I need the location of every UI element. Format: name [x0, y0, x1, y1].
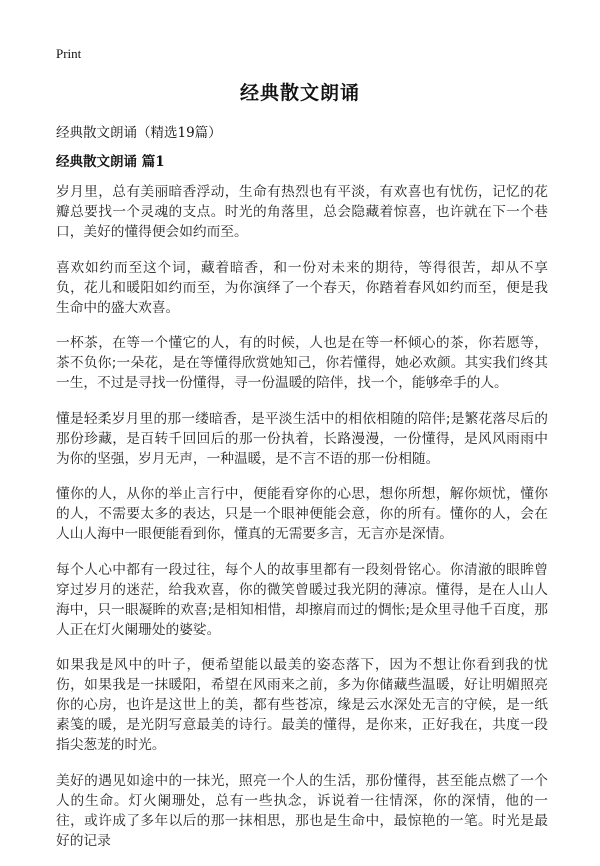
paragraph: 美好的遇见如途中的一抹光，照亮一个人的生活，那份懂得，甚至能点燃了一个人的生命。灯火阑珊处，总有一些执念，诉说着一往情深，你的深情，他的一往，或许成了多年以后的那一抹相思，那也是生命中，最惊艳的一笔。时光是最好的记录	[56, 772, 548, 849]
paragraph: 懂你的人，从你的举止言行中，便能看穿你的心思，想你所想，解你烦忧，懂你的人，不需要太多的表达，只是一个眼神便能会意，你的所有。懂你的人，会在人山人海中一眼便能看到你，懂真的无需要多言，无言亦是深情。	[56, 486, 548, 542]
paragraph: 喜欢如约而至这个词，藏着暗香，和一份对未来的期待，等得很苦，却从不享负，花儿和暖阳如约而至，为你演绎了一个春天，你踏着春风如约而至，便是我生命中的盛大欢喜。	[56, 259, 548, 316]
paragraph: 如果我是风中的叶子，便希望能以最美的姿态落下，因为不想让你看到我的忧伤，如果我是一抹暖阳，希望在风雨来之前，多为你储藏些温暖，好让明媚照亮你的心房，也许是这世上的美，都有些苍凉，缘是云水深处无言的守候，是一纸素笺的暖，是光阴写意最美的诗行。最美的懂得，是你来，正好我在，共度一段指尖葱茏的时光。	[56, 657, 548, 753]
print-link[interactable]: Print	[56, 46, 82, 61]
document-subtitle: 经典散文朗诵（精选19篇）	[56, 125, 222, 141]
paragraph: 岁月里，总有美丽暗香浮动，生命有热烈也有平淡，有欢喜也有忧伤，记忆的花瓣总要找一个灵魂的支点。时光的角落里，总会隐藏着惊喜，也许就在下一个巷口，美好的懂得便会如约而至。	[56, 184, 548, 240]
paragraph: 每个人心中都有一段过往，每个人的故事里都有一段刻骨铭心。你清澈的眼眸曾穿过岁月的迷茫，给我欢喜，你的微笑曾暖过我光阴的薄凉。懂得，是在人山人海中，只一眼凝眸的欢喜;是相知相惜，却擦肩而过的惆怅;是众里寻他千百度，那人正在灯火阑珊处的婆娑。	[56, 561, 548, 638]
section-heading: 经典散文朗诵 篇1	[56, 154, 165, 170]
article-body	[56, 182, 548, 866]
document-title: 经典散文朗诵	[239, 82, 360, 104]
paragraph: 懂是轻柔岁月里的那一缕暗香，是平淡生活中的相依相随的陪伴;是繁花落尽后的那份珍藏，是百转千回回后的那一份执着，长路漫漫，一份懂得，是风风雨雨中为你的坚强，岁月无声，一种温暖，是不言不语的那一份相随。	[56, 410, 548, 467]
paragraph: 一杯茶，在等一个懂它的人，有的时候，人也是在等一杯倾心的茶，你若愿等，茶不负你;一朵花，是在等懂得欣赏她知己，你若懂得，她必欢颜。其实我们终其一生，不过是寻找一份懂得，寻一份温暖的陪伴，找一个，能够牵手的人。	[56, 335, 548, 391]
